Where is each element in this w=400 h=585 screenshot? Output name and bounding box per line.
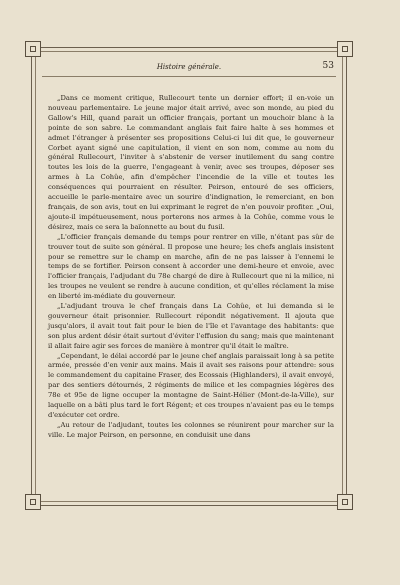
paragraph: „L'adjudant trouva le chef français dans La Cohûe, et lui demanda si le gouverneur était prisonnier. Rullecourt répondit négativement. Il ajouta que jusqu'alors, il avait tout fait pour le bien de l'île et l'avantage des habitants: que son plus ardent désir était surtout d'éviter l'effusion du sang; mais que maintenant il allait faire agir ses forces de manière à montrer qu'il était le maître. — [48, 302, 334, 350]
corner-ornament-bottom-right — [337, 494, 353, 510]
page-number: 53 — [322, 61, 334, 71]
running-header — [42, 60, 336, 76]
header-rule — [42, 76, 336, 77]
paragraph: „L'officier français demande du temps pour rentrer en ville, n'étant pas sûr de trouver tout de suite son général. Il propose une heure; les chefs anglais insistent pour se remettre sur le champ en marche, afin de ne pas laisser à l'ennemi le temps de se fortifier. Peirson consent à accorder une demi-heure et envoie, avec l'officier français, l'adjudant du 78e chargé de dire à Rullecourt que ni la milice, ni les troupes ne veulent se rendre à aucune condition, et qu'elles réclament la mise en liberté im-médiate du gouverneur. — [48, 232, 334, 301]
paragraph: „Au retour de l'adjudant, toutes les colonnes se réunirent pour marcher sur la ville. Le major Peirson, en personne, en conduisit une dans — [48, 420, 334, 439]
paragraph: „Dans ce moment critique, Rullecourt tente un dernier effort; il en-voie un nouveau parlementaire. Le jeune major était arrivé, avec son monde, au pied du Gallow's Hill, quand parait un officier français, portant un mouchoir blanc à la pointe de son sabre. Le commandant anglais fait faire halte à ses hommes et admet l'étranger à présenter ses propositions Celui-ci lui dit que, le gouverneur Corbet ayant signé une capitulation, il vient en son nom, comme au nom du général Rullecourt, l'inviter à s'abstenir de verser inutilement du sang contre toutes les lois de la guerre, l'engageant à venir, avec ses troupes, déposer ses armes à La Cohûe, afin d'empêcher l'incendie de la ville et toutes les conséquences qui pourraient en résulter. Peirson, entouré de ses officiers, accueille le parle-mentaire avec un sourire d'indignation, le remerciant, en bon français, de son avis, tout en lui exprimant le regret de n'en pouvoir profiter. „Oui, ajoute-il impétueusement, nous porterons nos armes à la Cohûe, comme vous le désirez, mais ce sera la baïonnette au bout du fusil. — [48, 94, 334, 231]
body-text — [48, 94, 334, 441]
corner-ornament-top-left — [25, 41, 41, 57]
running-title: Histoire générale. — [156, 63, 222, 71]
paragraph: „Cependant, le délai accordé par le jeune chef anglais paraissait long à sa petite armée, pressée d'en venir aux mains. Mais il avait ses raisons pour attendre: sous le commandement du capitaine Fraser, des Ecossais (Highlanders), il avait envoyé, par des sentiers détournés, 2 régiments de milice et les compagnies légères des 78e et 95e de ligne occuper la montagne de Saint-Hélier (Mont-de-la-Ville), sur laquelle on a bâti plus tard le fort Régent; et ces troupes n'avaient pas eu le temps d'exécuter cet ordre. — [48, 351, 334, 419]
corner-ornament-top-right — [337, 41, 353, 57]
corner-ornament-bottom-left — [25, 494, 41, 510]
